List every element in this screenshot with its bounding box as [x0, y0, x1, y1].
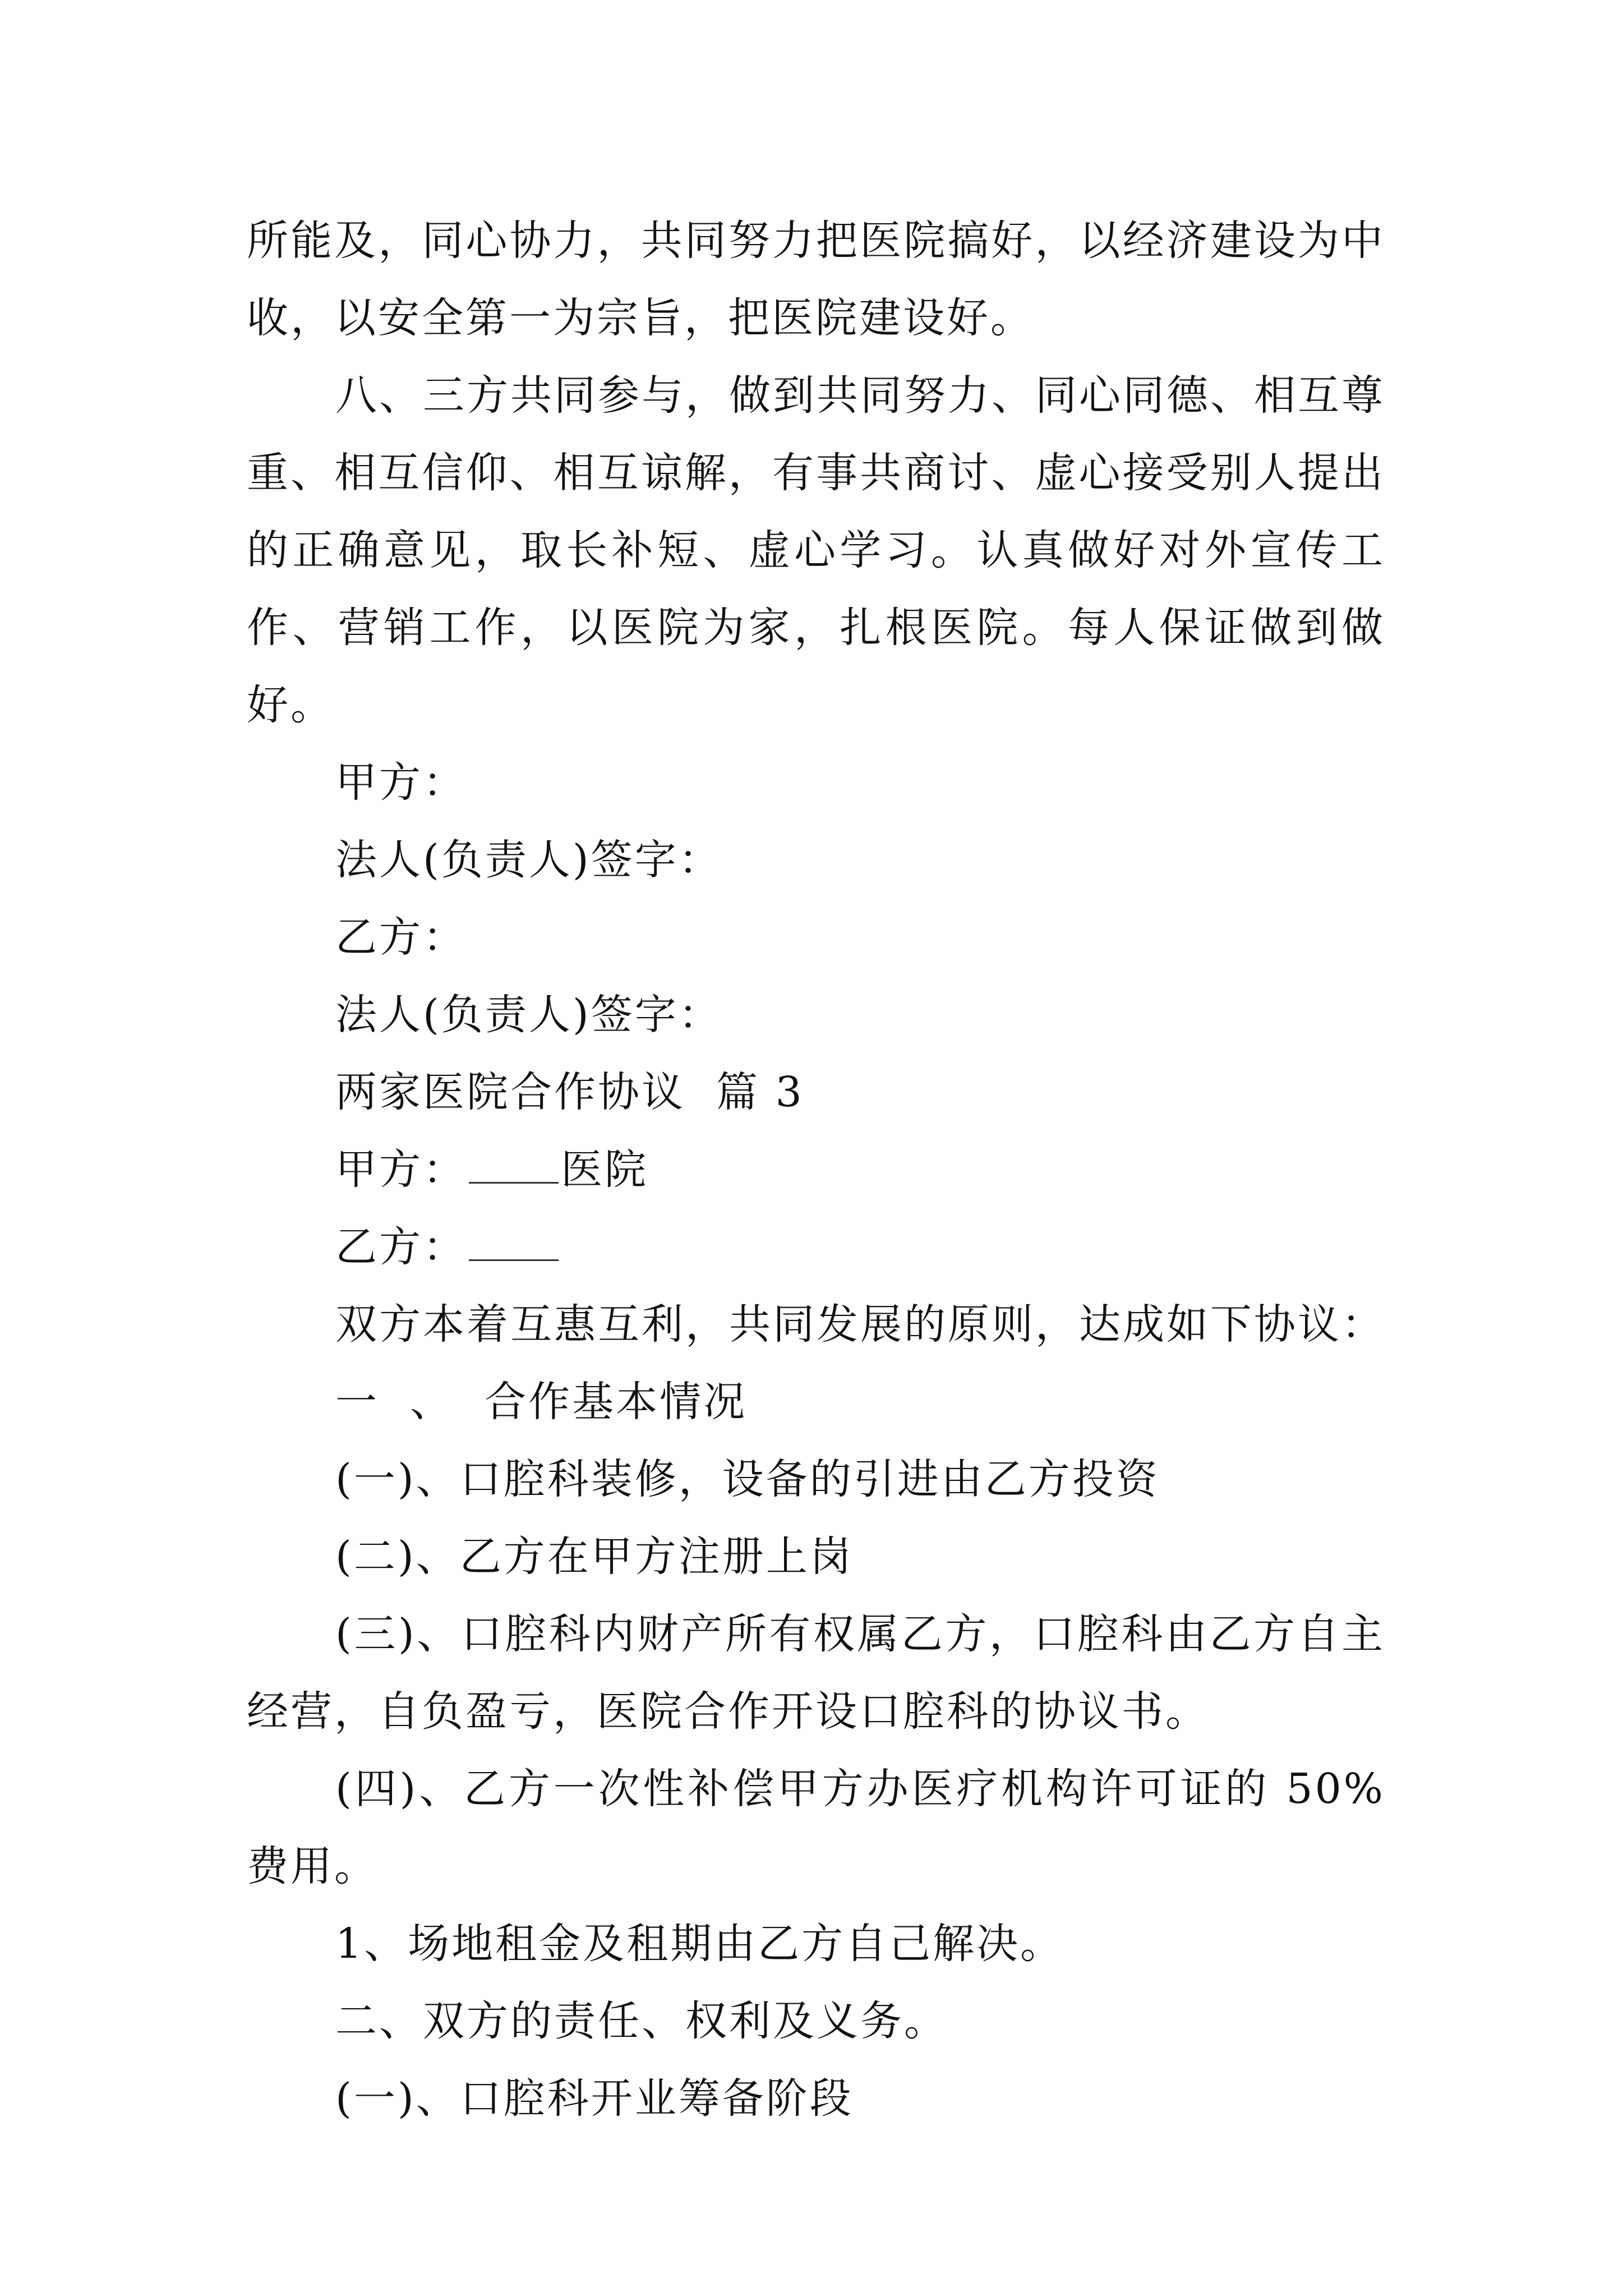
item-four: (四)、乙方一次性补偿甲方办医疗机构许可证的 50%费用。	[247, 1765, 1385, 1890]
item-three: (三)、口腔科内财产所有权属乙方，口腔科由乙方自主经营，自负盈亏，医院合作开设口腔科的协议书。	[247, 1610, 1385, 1736]
item-rent: 1、场地租金及租期由乙方自己解决。	[335, 1920, 1064, 1968]
document-page	[247, 202, 1385, 2137]
party-a-hospital-line	[247, 1131, 1385, 1208]
party-a-hospital-label: 甲方：	[335, 1145, 467, 1194]
agreement-intro: 双方本着互惠互利，共同发展的原则，达成如下协议：	[335, 1300, 1385, 1349]
item-two: (二)、乙方在甲方注册上岗	[335, 1533, 854, 1581]
paragraph-continuation: 所能及，同心协力，共同努力把医院搞好，以经济建设为中收，以安全第一为宗旨，把医院建设好。	[247, 217, 1385, 342]
section-heading: 两家医院合作协议 篇 3	[335, 1068, 804, 1116]
item-one: (一)、口腔科装修，设备的引进由乙方投资	[335, 1455, 1160, 1503]
party-b-blank	[469, 1226, 559, 1261]
party-a-label: 甲方：	[335, 758, 467, 807]
party-a-hospital-suffix: 医院	[561, 1145, 648, 1194]
party-b-signature-label: 法人(负责人)签字：	[335, 991, 722, 1039]
party-b-line	[247, 1208, 1385, 1286]
party-b-line-label: 乙方：	[335, 1223, 467, 1271]
heading-responsibilities: 二、双方的责任、权利及义务。	[335, 1997, 948, 2045]
party-b-label: 乙方：	[335, 913, 467, 961]
party-a-blank	[469, 1148, 559, 1184]
paragraph-clause-eight: 八、三方共同参与，做到共同努力、同心同德、相互尊重、相互信仰、相互谅解，有事共商讨、虚心接受别人提出的正确意见，取长补短、虚心学习。认真做好对外宣传工作、营销工作，以医院为家，扎根医院。每人保证做到做好。	[247, 371, 1385, 729]
heading-basic-cooperation: 一 、 合作基本情况	[335, 1378, 748, 1426]
item-preparation-stage: (一)、口腔科开业筹备阶段	[335, 2074, 854, 2123]
party-a-signature-label: 法人(负责人)签字：	[335, 836, 722, 884]
